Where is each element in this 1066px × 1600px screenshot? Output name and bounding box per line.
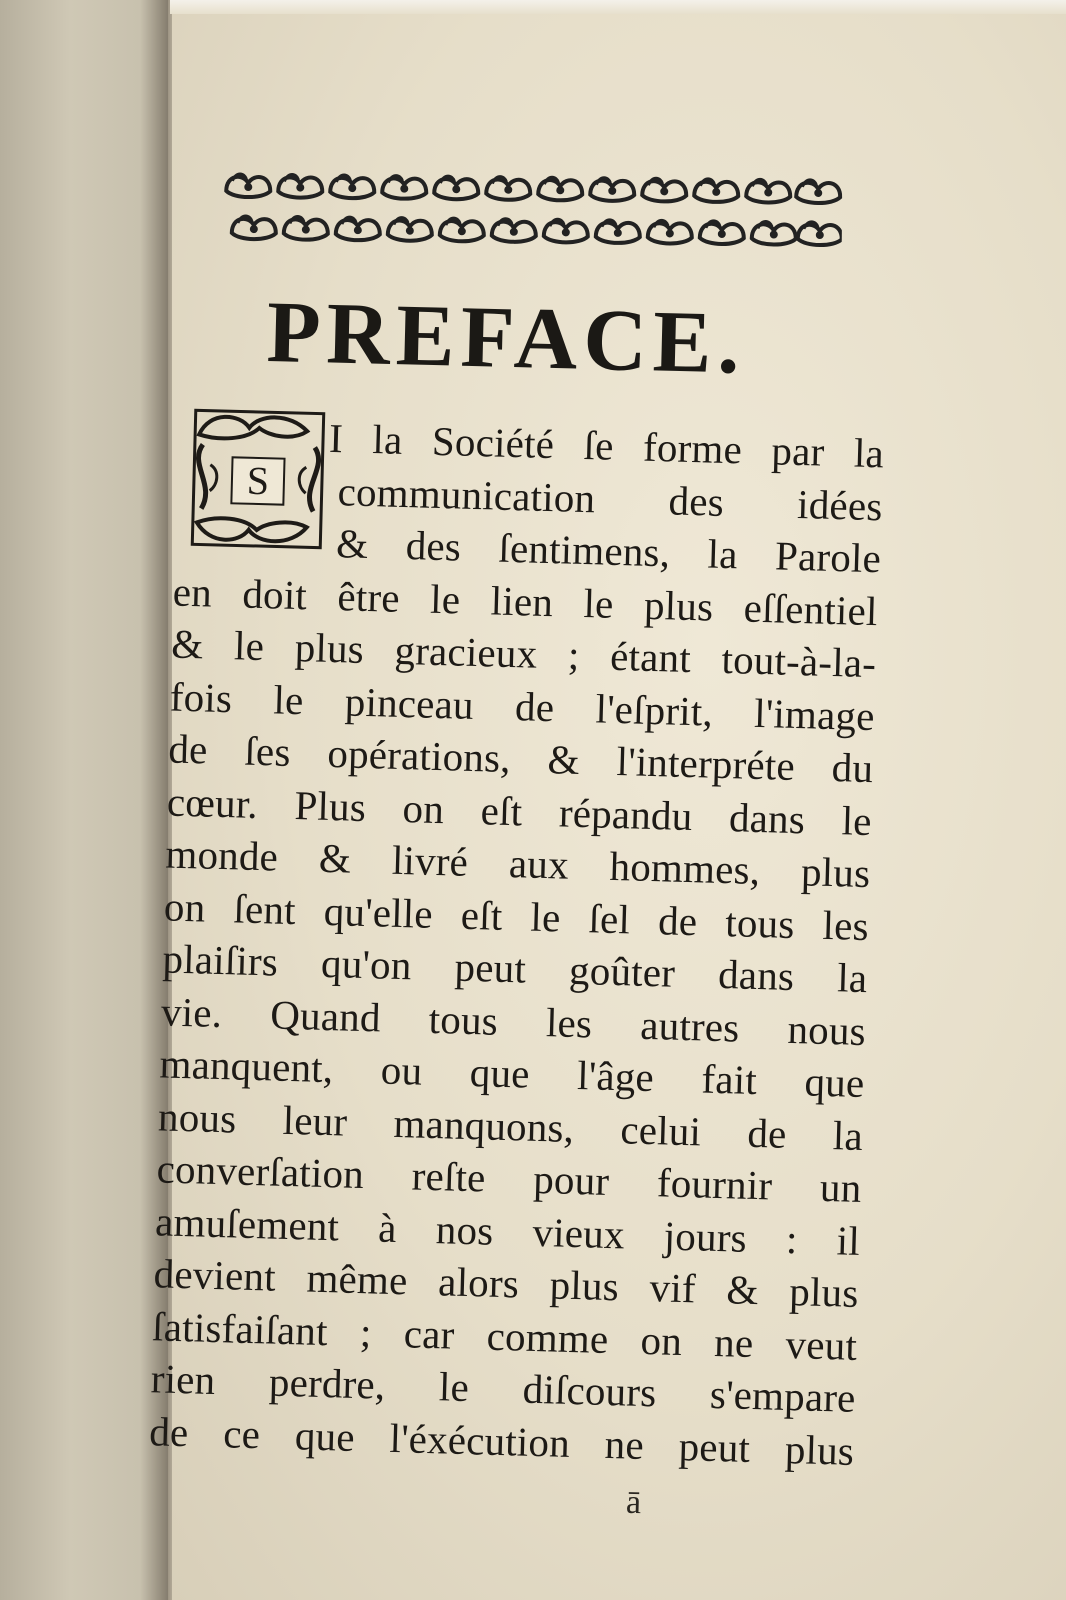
text-line: plaiſirs qu'on peut goûter dans la bbox=[161, 935, 868, 1002]
preface-body bbox=[91, 406, 885, 1477]
drop-cap-letter: S bbox=[246, 457, 270, 504]
text-line: communication des idées bbox=[337, 467, 884, 529]
text-line: manquent, ou que l'âge fait que bbox=[159, 1040, 866, 1107]
text-line: on ſent qu'elle eſt le ſel de tous les bbox=[163, 882, 870, 949]
text-line: de ſes opérations, & l'interpréte du bbox=[167, 725, 874, 792]
text-line: rien perdre, le diſcours s'empare bbox=[150, 1355, 857, 1421]
text-line: fois le pinceau de l'eſprit, l'image bbox=[169, 673, 876, 739]
text-line: cœur. Plus on eſt répandu dans le bbox=[166, 777, 873, 844]
text-line: amuſement à nos vieux jours : il bbox=[154, 1197, 861, 1264]
text-line: de ce que l'éxécution ne peut plus bbox=[148, 1407, 855, 1474]
text-line: & le plus gracieux ; étant tout-à-la- bbox=[170, 620, 877, 687]
top-edge bbox=[170, 0, 1066, 14]
text-line: I la Société ſe forme par la bbox=[328, 414, 885, 477]
text-line: ſatisfaiſant ; car comme on ne veut bbox=[151, 1302, 858, 1369]
text-line: en doit être le lien le plus eſſentiel bbox=[172, 568, 879, 634]
text-line: nous leur manquons, celui de la bbox=[157, 1092, 864, 1159]
signature-mark: ā bbox=[625, 1483, 642, 1522]
text-line: converſation reſte pour fournir un bbox=[156, 1145, 863, 1211]
text-line: & des ſentimens, la Parole bbox=[335, 520, 882, 582]
ornament-band-icon bbox=[222, 169, 843, 263]
text-line: devient même alors plus vif & plus bbox=[153, 1250, 860, 1316]
page-title: PREFACE. bbox=[265, 283, 747, 393]
text-line: vie. Quand tous les autres nous bbox=[160, 987, 867, 1054]
text-line: monde & livré aux hommes, plus bbox=[164, 830, 871, 897]
